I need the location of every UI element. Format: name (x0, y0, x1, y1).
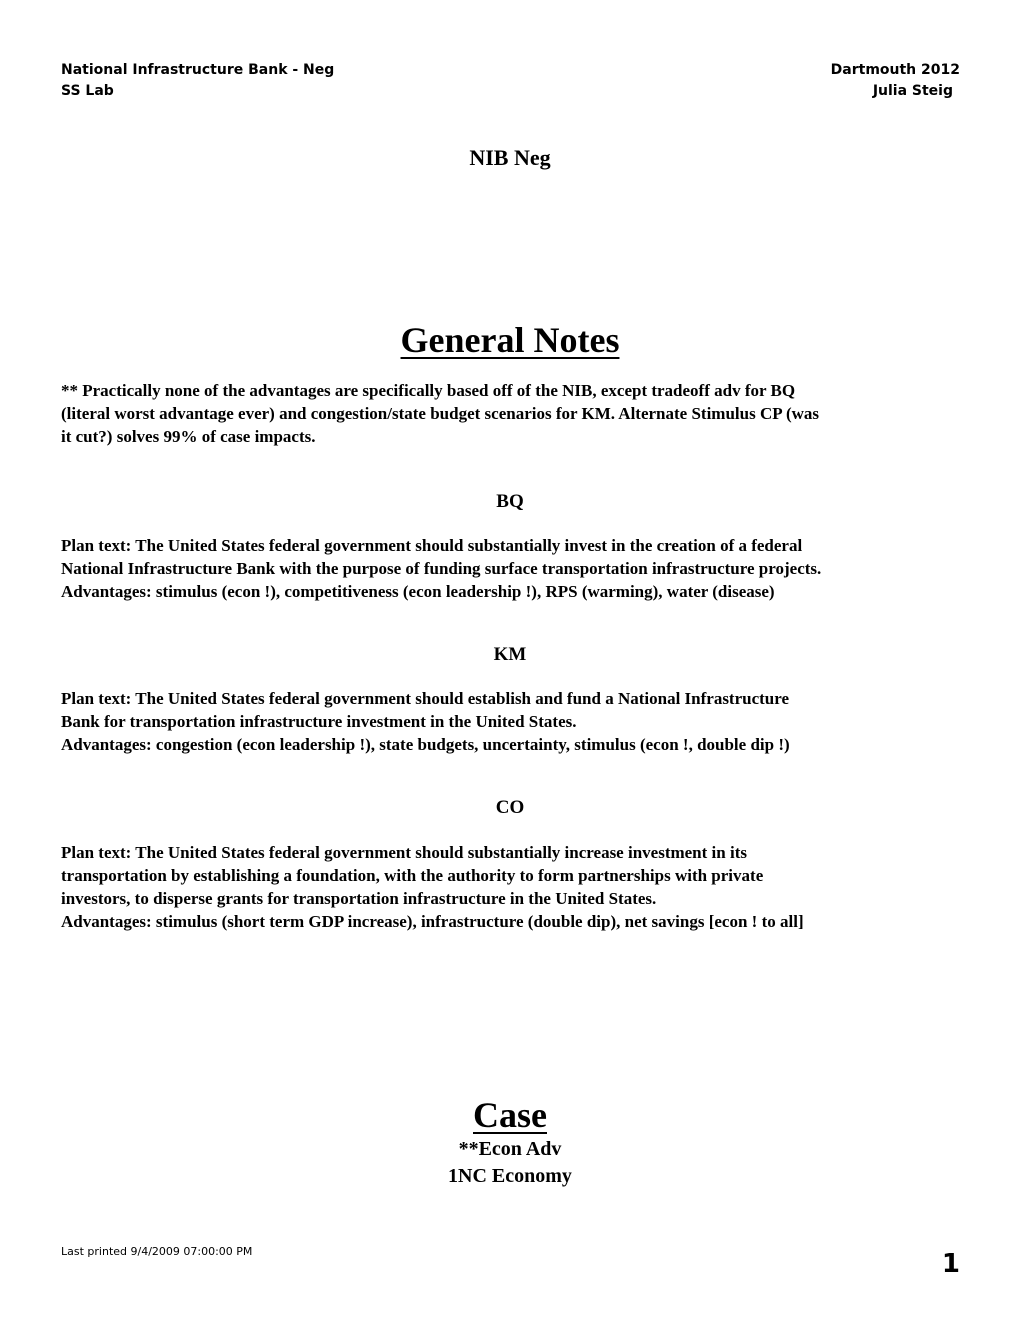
km-plan-line: Bank for transportation infrastructure investment in the United States. (61, 712, 577, 731)
general-notes-paragraph (61, 379, 961, 448)
bq-plan-line: National Infrastructure Bank with the purpose of funding surface transportation infrastructure projects. (61, 559, 822, 578)
km-advantages-line: Advantages: congestion (econ leadership !), state budgets, uncertainty, stimulus (econ !, double dip !) (61, 735, 790, 754)
1nc-economy-subheading: 1NC Economy (448, 1165, 572, 1187)
document-title: NIB Neg (469, 145, 551, 170)
co-plan-line: Plan text: The United States federal government should substantially increase investment in its (61, 843, 747, 862)
header-author: Julia Steig (872, 83, 953, 99)
co-plan-line: transportation by establishing a foundation, with the authority to form partnerships with private (61, 866, 764, 885)
co-plan-line: investors, to disperse grants for transportation infrastructure in the United States. (61, 889, 657, 908)
page-number: 1 (941, 1249, 960, 1279)
km-plan-line: Plan text: The United States federal government should establish and fund a National Infrastructure (61, 689, 790, 708)
general-notes-heading: General Notes (400, 320, 620, 360)
bq-plan-line: Plan text: The United States federal government should substantially invest in the creation of a federal (61, 536, 803, 555)
section-paragraph-bq (61, 534, 961, 603)
section-heading-co: CO (495, 797, 525, 818)
header-tournament: Dartmouth 2012 (830, 62, 960, 78)
section-heading-bq: BQ (496, 491, 524, 512)
header-file-title: National Infrastructure Bank - Neg (61, 62, 335, 78)
case-heading: Case (473, 1095, 547, 1135)
section-heading-km: KM (493, 644, 527, 665)
co-advantages-line: Advantages: stimulus (short term GDP increase), infrastructure (double dip), net savings [econ ! to all] (61, 912, 804, 931)
general-notes-line: ** Practically none of the advantages are specifically based off of the NIB, except tradeoff adv for BQ (61, 381, 796, 400)
section-paragraph-km (61, 687, 961, 756)
header-lab: SS Lab (61, 83, 114, 99)
bq-advantages-line: Advantages: stimulus (econ !), competitiveness (econ leadership !), RPS (warming), water (disease) (61, 582, 775, 601)
general-notes-line: it cut?) solves 99% of case impacts. (61, 427, 316, 446)
footer-last-printed: Last printed 9/4/2009 07:00:00 PM (61, 1245, 253, 1258)
general-notes-line: (literal worst advantage ever) and congestion/state budget scenarios for KM. Alternate Stimulus CP (was (61, 404, 819, 423)
econ-adv-subheading: **Econ Adv (458, 1138, 562, 1160)
section-paragraph-co (61, 841, 961, 933)
